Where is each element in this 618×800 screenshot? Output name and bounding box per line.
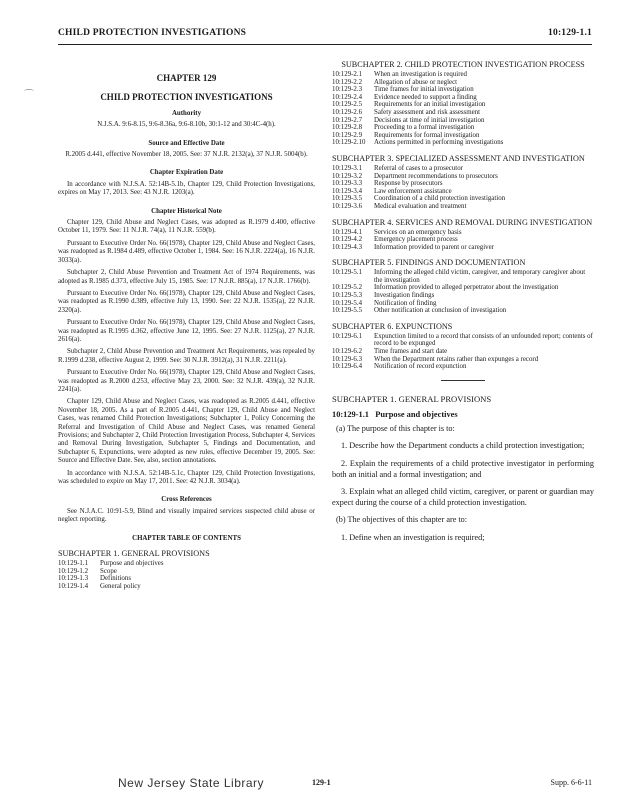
history-paragraph: In accordance with N.J.S.A. 52:14B-5.1c, Chapter 129, Child Protection Investigations, was scheduled to expire on May 17, 2011. See: 42 N.J.R. 3034(a). xyxy=(58,469,315,486)
toc-entry[interactable] xyxy=(332,132,594,140)
toc-entry[interactable] xyxy=(332,300,594,308)
toc-entry-title: Coordination of a child protection investigation xyxy=(374,195,506,203)
toc-entry[interactable] xyxy=(332,117,594,125)
left-column xyxy=(58,62,315,590)
source-heading: Source and Effective Date xyxy=(148,139,225,147)
paragraph-a2: 2. Explain the requirements of a child protective investigator in performing both an initial and a formal investigation; and xyxy=(332,458,594,479)
toc-entry[interactable] xyxy=(332,180,594,188)
cross-references-text: See N.J.A.C. 10:91-5.9, Blind and visually impaired services suspected child abuse or neglect reporting. xyxy=(58,507,315,524)
toc-entry[interactable] xyxy=(332,188,594,196)
history-paragraph: Subchapter 2, Child Abuse Prevention and Treatment Act of 1974 Requirements, was adopted as R.1985 d.373, effective July 15, 1985. See: 17 N.J.R. 885(a), 17 N.J.R. 1766(b). xyxy=(58,269,315,285)
toc-entry[interactable] xyxy=(332,94,594,102)
toc-entry[interactable] xyxy=(332,363,594,371)
toc-entry[interactable] xyxy=(332,292,594,300)
toc-entry-number: 10:129-3.5 xyxy=(332,195,363,203)
toc-entry-title: Allegation of abuse or neglect xyxy=(374,78,458,86)
toc-entry-title: Proceeding to a formal investigation xyxy=(374,124,475,132)
toc-subchapter-4 xyxy=(332,218,594,252)
toc-entry[interactable] xyxy=(332,284,594,292)
toc-entry[interactable] xyxy=(58,583,315,591)
toc-subchapter-5 xyxy=(332,258,594,315)
running-head xyxy=(58,28,592,44)
toc-entry[interactable] xyxy=(332,269,594,284)
running-head-section: 10:129-1.1 xyxy=(548,28,592,38)
authority-heading: Authority xyxy=(171,109,202,117)
paragraph-b: (b) The objectives of this chapter are to: xyxy=(336,515,468,525)
section-divider xyxy=(441,380,485,381)
expiration-heading: Chapter Expiration Date xyxy=(149,169,224,177)
toc-entry[interactable] xyxy=(332,348,594,356)
toc-entry-title: Notification of finding xyxy=(374,299,437,307)
toc-entry-title: Information provided to alleged perpetrator about the investigation xyxy=(374,284,559,292)
toc-subchapter-heading: SUBCHAPTER 3. SPECIALIZED ASSESSMENT AND INVESTIGATION xyxy=(332,153,585,163)
page-footer xyxy=(58,778,592,792)
toc-entry-number: 10:129-5.1 xyxy=(332,269,363,277)
toc-subchapter-heading: SUBCHAPTER 4. SERVICES AND REMOVAL DURING INVESTIGATION xyxy=(332,217,593,227)
page-number: 129-1 xyxy=(312,778,331,787)
toc-entry[interactable] xyxy=(58,575,315,583)
toc-entry[interactable] xyxy=(332,307,594,315)
cross-references-heading: Cross References xyxy=(161,496,212,504)
toc-entry-title: Department recommendations to prosecutors xyxy=(374,172,498,180)
toc-entry-number: 10:129-2.5 xyxy=(332,101,363,109)
toc-entry-number: 10:129-2.9 xyxy=(332,131,363,139)
toc-entry[interactable] xyxy=(332,244,594,252)
toc-entry-title: Definitions xyxy=(100,575,132,583)
toc-entry-number: 10:129-2.8 xyxy=(332,124,363,132)
table-of-contents-heading: CHAPTER TABLE OF CONTENTS xyxy=(132,534,241,542)
toc-entry-title: When an investigation is required xyxy=(374,71,467,78)
toc-entry-title: Law enforcement assistance xyxy=(374,187,452,195)
header-rule xyxy=(58,44,592,45)
toc-entry-title: Safety assessment and risk assessment xyxy=(374,108,481,116)
toc-entry-title: Information provided to parent or caregiver xyxy=(374,243,494,251)
toc-entry-title: Scope xyxy=(100,567,117,575)
chapter-title: CHILD PROTECTION INVESTIGATIONS xyxy=(100,92,273,103)
toc-entry-number: 10:129-4.3 xyxy=(332,243,363,251)
toc-entry[interactable] xyxy=(332,86,594,94)
toc-entry-number: 10:129-1.3 xyxy=(58,575,89,583)
paragraph-a1: 1. Describe how the Department conducts a child protection investigation; xyxy=(341,441,585,451)
toc-entry-title: Informing the alleged child victim, caregiver, and temporary caregiver about the investigation xyxy=(374,269,586,284)
toc-entry[interactable] xyxy=(332,109,594,117)
toc-entry-number: 10:129-5.5 xyxy=(332,307,363,315)
toc-entry-title: Investigation findings xyxy=(374,292,435,300)
toc-entry-number: 10:129-4.2 xyxy=(332,236,363,244)
toc-entry-title: Purpose and objectives xyxy=(100,560,164,568)
toc-entry-number: 10:129-1.2 xyxy=(58,567,89,575)
body-subchapter-heading: SUBCHAPTER 1. GENERAL PROVISIONS xyxy=(332,393,492,404)
toc-subchapter-6 xyxy=(332,322,594,371)
history-paragraph: Chapter 129, Child Abuse and Neglect Cases, was readopted as R.2005 d.441, effective November 18, 2005. As a part of R.2005 d.441, Chapter 129, Child Abuse and Neglect Cases, was renamed Child Protection Investigations; Subchapter 1, Policy Concerning the Referral and Investigation of Child Abuse and Neglect Cases, was renamed General Provisions; and Subchapter 2, Child Protection Investigation Process, Subchapter 4, Services and Removal During Investigation, Subchapter 5, Findings and Documentation, and Subchapter 6, Expunctions, were adopted as new rules, effective December 19, 2005. See: Source and Effective Date. See, also, section annotations. xyxy=(58,398,315,465)
section-title: Purpose and objectives xyxy=(375,409,458,419)
toc-entry-title: Expunction limited to a record that consists of an unfounded report; contents of record to be expunged xyxy=(374,332,593,348)
library-stamp: New Jersey State Library xyxy=(118,776,265,790)
toc-entry-title: Time frames for initial investigation xyxy=(374,86,474,94)
toc-entry[interactable] xyxy=(332,173,594,181)
history-paragraph: Subchapter 2, Child Abuse Prevention and Treatment Act Requirements, was repealed by R.1999 d.238, effective August 2, 1999. See: 30 N.J.R. 3912(a), 31 N.J.R. 2211(a). xyxy=(58,348,315,364)
section-heading xyxy=(332,411,594,419)
paragraph-a3: 3. Explain what an alleged child victim, caregiver, or parent or guardian may expect during the course of a child protection investigation. xyxy=(332,487,594,508)
toc-entry-number: 10:129-3.3 xyxy=(332,180,363,188)
toc-entry-number: 10:129-6.1 xyxy=(332,332,363,340)
toc-subchapter-2 xyxy=(332,60,594,147)
toc-entry-number: 10:129-3.4 xyxy=(332,187,363,195)
toc-entry-title: Evidence needed to support a finding xyxy=(374,93,477,101)
supplement-date: Supp. 6-6-11 xyxy=(550,778,592,787)
toc-subchapter-heading: SUBCHAPTER 2. CHILD PROTECTION INVESTIGATION PROCESS xyxy=(341,60,585,69)
toc-entry[interactable] xyxy=(332,333,594,348)
toc-entry-number: 10:129-6.3 xyxy=(332,355,363,363)
toc-entry-title: Actions permitted in performing investigations xyxy=(374,139,504,147)
toc-entry-number: 10:129-5.4 xyxy=(332,299,363,307)
toc-entry-title: Time frames and start date xyxy=(374,348,448,356)
toc-entry[interactable] xyxy=(332,195,594,203)
history-paragraph: Pursuant to Executive Order No. 66(1978), Chapter 129, Child Abuse and Neglect Cases, was readopted as R.2000 d.253, effective May 23, 2000. See: 32 N.J.R. 439(a), 32 N.J.R. 2241(a). xyxy=(58,369,315,393)
toc-subchapter-heading: SUBCHAPTER 6. EXPUNCTIONS xyxy=(332,321,453,331)
historical-note-heading: Chapter Historical Note xyxy=(151,207,222,215)
paragraph-b1: 1. Define when an investigation is required; xyxy=(341,532,485,542)
toc-entry[interactable] xyxy=(332,203,594,211)
toc-entry-title: When the Department retains rather than expunges a record xyxy=(374,355,539,363)
toc-entry[interactable] xyxy=(332,356,594,364)
toc-entry-title: General policy xyxy=(100,582,141,590)
toc-entry-number: 10:129-2.3 xyxy=(332,86,363,94)
toc-entry-title: Referral of cases to a prosecutor xyxy=(374,164,463,172)
toc-entry-title: Requirements for an initial investigation xyxy=(374,101,486,109)
toc-entry-number: 10:129-6.4 xyxy=(332,363,363,371)
toc-entry-title: Response by prosecutors xyxy=(374,180,443,188)
toc-entry[interactable] xyxy=(332,229,594,237)
toc-subchapter-3 xyxy=(332,154,594,211)
toc-entry-number: 10:129-1.1 xyxy=(58,560,89,568)
source-text: R.2005 d.441, effective November 18, 2005. See: 37 N.J.R. 2132(a), 37 N.J.R. 5004(b). xyxy=(65,151,308,159)
authority-text: N.J.S.A. 9:6-8.15, 9:6-8.36a, 9:6-8.10b, 30:1-12 and 30:4C-4(h). xyxy=(97,121,276,129)
toc-entry[interactable] xyxy=(332,236,594,244)
toc-entry-number: 10:129-5.3 xyxy=(332,292,363,300)
toc-entry-number: 10:129-2.1 xyxy=(332,71,363,78)
margin-tick-mark: ⌒ xyxy=(24,90,34,101)
history-paragraph: Pursuant to Executive Order No. 66(1978), Chapter 129, Child Abuse and Neglect Cases, was readopted as R.1984 d.489, effective October 1, 1984. See: 16 N.J.R. 2224(a), 16 N.J.R. 3033(a). xyxy=(58,239,315,264)
toc-subchapter-heading: SUBCHAPTER 1. GENERAL PROVISIONS xyxy=(58,549,210,559)
toc-entry[interactable] xyxy=(332,101,594,109)
paragraph-a: (a) The purpose of this chapter is to: xyxy=(336,424,455,434)
section-body xyxy=(332,423,594,543)
toc-entry-title: Notification of record expunction xyxy=(374,363,467,371)
toc-entry[interactable] xyxy=(332,139,594,147)
history-paragraph: Pursuant to Executive Order No. 66(1978), Chapter 129, Child Abuse and Neglect Cases, was readopted as R.1995 d.362, effective June 12, 1995. See: 27 N.J.R. 1125(a), 27 N.J.R. 2616(a). xyxy=(58,319,315,343)
toc-entry-number: 10:129-3.6 xyxy=(332,202,363,210)
toc-entry-number: 10:129-6.2 xyxy=(332,348,363,356)
toc-entry-number: 10:129-3.1 xyxy=(332,164,363,172)
toc-entry-title: Requirements for formal investigation xyxy=(374,131,480,139)
toc-entry-title: Other notification at conclusion of investigation xyxy=(374,307,507,315)
toc-entry-title: Decisions at time of initial investigation xyxy=(374,116,485,124)
toc-entry-number: 10:129-2.7 xyxy=(332,116,363,124)
toc-entry[interactable] xyxy=(332,71,594,79)
toc-entry[interactable] xyxy=(332,79,594,87)
toc-entry-number: 10:129-2.2 xyxy=(332,78,363,86)
right-column xyxy=(332,60,594,549)
toc-subchapter-heading: SUBCHAPTER 5. FINDINGS AND DOCUMENTATION xyxy=(332,258,526,268)
toc-entry-number: 10:129-2.10 xyxy=(332,139,366,147)
toc-entry-number: 10:129-4.1 xyxy=(332,228,363,236)
history-paragraph: Chapter 129, Child Abuse and Neglect Cases, was adopted as R.1979 d.400, effective October 11, 1979. See: 11 N.J.R. 74(a), 11 N.J.R. 559(b). xyxy=(58,219,315,235)
toc-entry-number: 10:129-5.2 xyxy=(332,284,363,292)
toc-entry[interactable] xyxy=(58,568,315,576)
toc-entry-title: Services on an emergency basis xyxy=(374,228,462,236)
toc-entry-title: Emergency placement process xyxy=(374,236,458,244)
toc-entry-number: 10:129-3.2 xyxy=(332,172,363,180)
toc-entry-number: 10:129-2.6 xyxy=(332,108,363,116)
toc-entry-number: 10:129-2.4 xyxy=(332,93,363,101)
section-number: 10:129-1.1 xyxy=(332,409,369,419)
toc-entry[interactable] xyxy=(58,560,315,568)
toc-entry-number: 10:129-1.4 xyxy=(58,582,89,590)
toc-entry-title: Medical evaluation and treatment xyxy=(374,202,467,210)
expiration-text: In accordance with N.J.S.A. 52:14B-5.1b, Chapter 129, Child Protection Investigations, expires on May 17, 2013. See: 43 N.J.R. 1203(a). xyxy=(58,180,315,197)
toc-entry[interactable] xyxy=(332,124,594,132)
toc-entry[interactable] xyxy=(332,165,594,173)
running-head-title: CHILD PROTECTION INVESTIGATIONS xyxy=(58,28,247,38)
chapter-number: CHAPTER 129 xyxy=(156,73,217,83)
history-paragraph: Pursuant to Executive Order No. 66(1978), Chapter 129, Child Abuse and Neglect Cases, was readopted as R.1990 d.389, effective July 13, 1990. See: 22 N.J.R. 1535(a), 22 N.J.R. 2320(a). xyxy=(58,289,315,314)
